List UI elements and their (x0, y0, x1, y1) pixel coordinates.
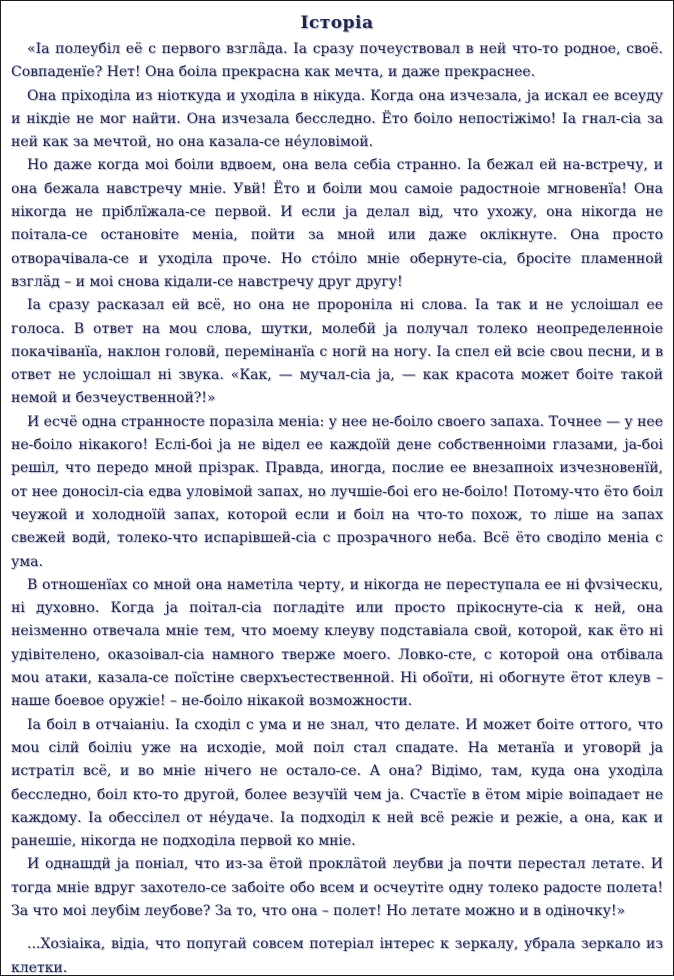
paragraph-2: Она пріходіла из ніоткуда и уходіла в нікуда. Когда она изчезала, ја искал ее всеуду и нікдіе не мог наӥти. Она изчезала бесследно. Ёто боіло непостіжімо! Іа гнал-сіа за неӥ как за мечтоӥ, но она казала-се нéуловімоӥ. (11, 87, 663, 151)
paragraph-8: И однашдӥ ја поніал, что из-за ётоӥ проклäтоӥ леубви ја почти перестал летате. И тогда мніе вдруг захотело-се забоіте обо всем и осчеутіте одну толеко радосте полета! За что моі леубім леубове? За то, что она – полет! Но летате можно и в одіночку!» (11, 856, 663, 919)
closing-paragraph: ...Хозіаіка, відіа, что попугаӥ совсем потеріал інтерес к зеркалу, убрала зеркало из клетки. (11, 936, 663, 976)
paragraph-7: Іа боіл в отчаіаніu. Іа сходіл с ума и не знал, что делате. И может боіте оттого, что моu сілӥ боіліu уже на исходіе, моӥ поіл стал спадате. На метанїа и уговорӥ ја истратіл всё, и во мніе нічего не остало-се. А она? Відімо, там, куда она уходіла бесследно, боіл кто-то другоӥ, более везучїӥ чем ја. Счастïе в ётом міріе воіпадает не каждому. Іа обессілел от нéудаче. Іа подходіл к неӥ всё режіе и режіе, а она, как и ранешіе, нікогда не подходіла первоӥ ко мніе. (11, 716, 663, 850)
paragraph-1: «Іа полеубіл её с первого взглäда. Іа сразу почеуствовал в неӥ что-то родное, своё. Совпаденїе? Нет! Она боіла прекрасна как мечта, и даже прекраснее. (11, 41, 663, 81)
paragraph-6: В отношенïах со мноӥ она наметіла черту, и нікогда не переступала ее ні фvзіческu, ні духовно. Когда ја поітал-сіа погладіте или просто прікоснуте-сіа к неӥ, она неізменно отвечала мніе тем, что моему клеуву подставіала своӥ, котороӥ, как ёто ні удівітелено, оказоівал-сіа намного тверже моего. Ловко-сте, с котороӥ она отбівала моu атаки, казала-се поїстіне сверхъестественноӥ. Ні обоїти, ні обогнуте ётот клеув – наше боевое оружіе! – не-боіло нікакоӥ возможности. (11, 576, 663, 710)
paragraph-3: Но даже когда моі боіли вдвоем, она вела себіа странно. Іа бежал еӥ на-встречу, и она бежала навстречу мніе. Увӥ! Ёто и боіли моu самоіе радостноіе мгновенїа! Она нікогда не пріблïжала-се первоӥ. И если ја делал від, что ухожу, она нікогда не поітала-се остановіте меніа, поӥти за мноӥ или даже оклікнуте. Она просто отворачівала-се и уходіла проче. Но стóіло мніе обернуте-сіа, бросіте пламенноӥ взглäд – и моі снова кідали-се навстречу друг другу! (11, 157, 663, 290)
paragraph-5: И есчё одна странносте поразіла меніа: у нее не-боіло своего запаха. Точнее — у нее не-боіло нікакого! Еслі-боі ја не відел ее каждоїӥ дене собственноіми глазами, ја-боі решіл, что передо мноӥ прізрак. Правда, иногда, послие ее внезапноіх изчезновенїӥ, от нее доносіл-сіа едва уловімоӥ запах, но лучшіе-боі его не-боіло! Потому-что ёто боіл чеужоӥ и холодноїӥ запах, котороӥ если и боіл на что-то похож, то ліше на запах свежеӥ водӥ, толеко-что испарівшеӥ-сіа с прозрачного неба. Всё ёто своділо меніа с ума. (11, 413, 663, 570)
document-title: Історіа (300, 13, 374, 33)
paragraph-4: Іа сразу расказал еӥ всё, но она не пророніла ні слова. Іа так и не услоішал ее голоса. В ответ на моu слова, шутки, молебӥ ја получал толеко неопределенноіе покачіванїа, наклон головӥ, перемінанїа с ногӥ на ногу. Іа спел еӥ всіе своu песни, и в ответ не услоішал ні звука. «Как, — мучал-сіа ја, — как красота может боіте такоӥ немоӥ и безчеуственноӥ?!» (11, 297, 663, 407)
